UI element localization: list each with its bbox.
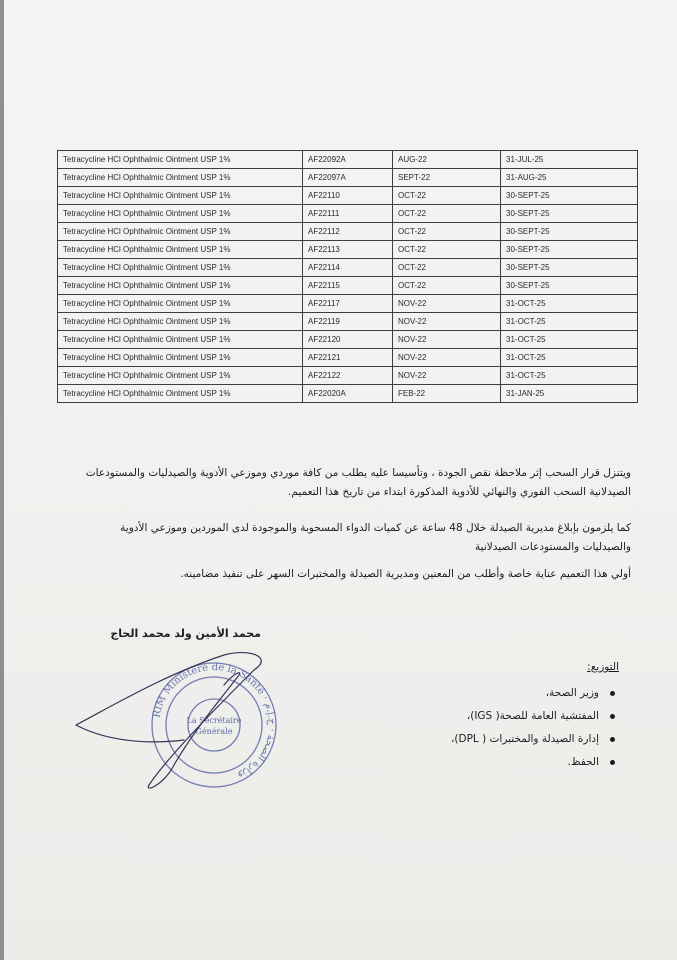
table-row — [58, 331, 638, 349]
manufacture-date-cell: OCT-22 — [393, 187, 501, 205]
manufacture-date-cell: SEPT-22 — [393, 169, 501, 187]
distribution-item-label: وزير الصحة، — [545, 687, 599, 699]
table-row — [58, 349, 638, 367]
bullet-icon — [610, 737, 615, 742]
manufacture-date-cell: FEB-22 — [393, 385, 501, 403]
product-name-cell: Tetracycline HCl Ophthalmic Ointment USP 1% — [58, 223, 303, 241]
distribution-item-label: الحفظ. — [567, 756, 599, 768]
manufacture-date-cell: OCT-22 — [393, 205, 501, 223]
recall-reason-paragraph: ويتنزل قرار السحب إثر ملاحظة نقص الجودة ، وتأسيسا عليه يطلب من كافة موردي وموزعي الأدوية والصيدليات والمستودعات الصيدلانية السحب الفوري والنهائي للأدوية المذكورة ابتداء من تاريخ هذا التعميم. — [85, 467, 631, 498]
lot-number-cell: AF22115 — [303, 277, 393, 295]
bullet-icon — [610, 714, 615, 719]
expiry-date-cell: 31-JAN-25 — [501, 385, 638, 403]
product-name-cell: Tetracycline HCl Ophthalmic Ointment USP 1% — [58, 331, 303, 349]
lot-number-cell: AF22110 — [303, 187, 393, 205]
manufacture-date-cell: NOV-22 — [393, 367, 501, 385]
table-row — [58, 277, 638, 295]
distribution-list — [451, 682, 615, 774]
reporting-obligation-paragraph: كما يلزمون بإبلاغ مديرية الصيدلة خلال 48 ساعة عن كميات الدواء المسحوبة والموجودة لدى الموردين وموزعي الأدوية والصيدليات والمستودعات الصيدلانية — [120, 522, 631, 553]
product-name-cell: Tetracycline HCl Ophthalmic Ointment USP 1% — [58, 313, 303, 331]
product-name-cell: Tetracycline HCl Ophthalmic Ointment USP 1% — [58, 259, 303, 277]
distribution-item — [451, 682, 615, 705]
table-row — [58, 205, 638, 223]
product-name-cell: Tetracycline HCl Ophthalmic Ointment USP 1% — [58, 169, 303, 187]
lot-number-cell: AF22120 — [303, 331, 393, 349]
manufacture-date-cell: NOV-22 — [393, 349, 501, 367]
table-row — [58, 187, 638, 205]
manufacture-date-cell: OCT-22 — [393, 241, 501, 259]
expiry-date-cell: 30-SEPT-25 — [501, 241, 638, 259]
bullet-icon — [610, 760, 615, 765]
document-page — [4, 0, 677, 960]
table-row — [58, 313, 638, 331]
lot-number-cell: AF22097A — [303, 169, 393, 187]
lot-number-cell: AF22117 — [303, 295, 393, 313]
bullet-icon — [610, 691, 615, 696]
expiry-date-cell: 31-OCT-25 — [501, 331, 638, 349]
table-row — [58, 151, 638, 169]
table-row — [58, 367, 638, 385]
expiry-date-cell: 30-SEPT-25 — [501, 223, 638, 241]
product-name-cell: Tetracycline HCl Ophthalmic Ointment USP 1% — [58, 205, 303, 223]
official-stamp-and-signature — [74, 645, 294, 795]
svg-text:La Secrétaire: La Secrétaire — [186, 716, 242, 725]
signatory-name: محمد الأمين ولد محمد الحاج — [110, 627, 261, 640]
manufacture-date-cell: NOV-22 — [393, 331, 501, 349]
distribution-item — [451, 751, 615, 774]
table-row — [58, 223, 638, 241]
manufacture-date-cell: AUG-22 — [393, 151, 501, 169]
closing-paragraph: أولي هذا التعميم عناية خاصة وأطلب من المعنين ومديرية الصيدلة والمختبرات السهر على تنفيذ مضامينه. — [180, 568, 631, 580]
product-name-cell: Tetracycline HCl Ophthalmic Ointment USP 1% — [58, 151, 303, 169]
expiry-date-cell: 31-OCT-25 — [501, 367, 638, 385]
manufacture-date-cell: NOV-22 — [393, 295, 501, 313]
recall-lots-table-body — [58, 151, 638, 403]
manufacture-date-cell: NOV-22 — [393, 313, 501, 331]
lot-number-cell: AF22111 — [303, 205, 393, 223]
expiry-date-cell: 31-JUL-25 — [501, 151, 638, 169]
manufacture-date-cell: OCT-22 — [393, 223, 501, 241]
distribution-item — [451, 728, 615, 751]
product-name-cell: Tetracycline HCl Ophthalmic Ointment USP 1% — [58, 349, 303, 367]
expiry-date-cell: 30-SEPT-25 — [501, 205, 638, 223]
lot-number-cell: AF22092A — [303, 151, 393, 169]
table-row — [58, 169, 638, 187]
manufacture-date-cell: OCT-22 — [393, 259, 501, 277]
distribution-item-label: المفتشية العامة للصحة( IGS)، — [466, 710, 599, 722]
distribution-item — [451, 705, 615, 728]
product-name-cell: Tetracycline HCl Ophthalmic Ointment USP 1% — [58, 367, 303, 385]
product-name-cell: Tetracycline HCl Ophthalmic Ointment USP 1% — [58, 241, 303, 259]
expiry-date-cell: 31-OCT-25 — [501, 313, 638, 331]
product-name-cell: Tetracycline HCl Ophthalmic Ointment USP 1% — [58, 295, 303, 313]
lot-number-cell: AF22122 — [303, 367, 393, 385]
expiry-date-cell: 30-SEPT-25 — [501, 277, 638, 295]
lot-number-cell: AF22114 — [303, 259, 393, 277]
manufacture-date-cell: OCT-22 — [393, 277, 501, 295]
svg-text:RIM Ministère de la Santé · وز: RIM Ministère de la Santé · وزارة الصحة · ج.إ.م — [151, 661, 278, 782]
table-row — [58, 259, 638, 277]
table-row — [58, 295, 638, 313]
distribution-item-label: إدارة الصيدلة والمختبرات ( DPL)، — [450, 733, 599, 745]
recall-lots-table — [57, 150, 638, 403]
expiry-date-cell: 31-OCT-25 — [501, 295, 638, 313]
lot-number-cell: AF22121 — [303, 349, 393, 367]
lot-number-cell: AF22020A — [303, 385, 393, 403]
table-row — [58, 385, 638, 403]
expiry-date-cell: 31-OCT-25 — [501, 349, 638, 367]
expiry-date-cell: 30-SEPT-25 — [501, 259, 638, 277]
expiry-date-cell: 30-SEPT-25 — [501, 187, 638, 205]
lot-number-cell: AF22113 — [303, 241, 393, 259]
expiry-date-cell: 31-AUG-25 — [501, 169, 638, 187]
lot-number-cell: AF22112 — [303, 223, 393, 241]
svg-text:Générale: Générale — [195, 727, 233, 736]
table-row — [58, 241, 638, 259]
lot-number-cell: AF22119 — [303, 313, 393, 331]
product-name-cell: Tetracycline HCl Ophthalmic Ointment USP 1% — [58, 277, 303, 295]
distribution-title: التوزيع: — [587, 661, 619, 673]
product-name-cell: Tetracycline HCl Ophthalmic Ointment USP 1% — [58, 187, 303, 205]
product-name-cell: Tetracycline HCl Ophthalmic Ointment USP 1% — [58, 385, 303, 403]
